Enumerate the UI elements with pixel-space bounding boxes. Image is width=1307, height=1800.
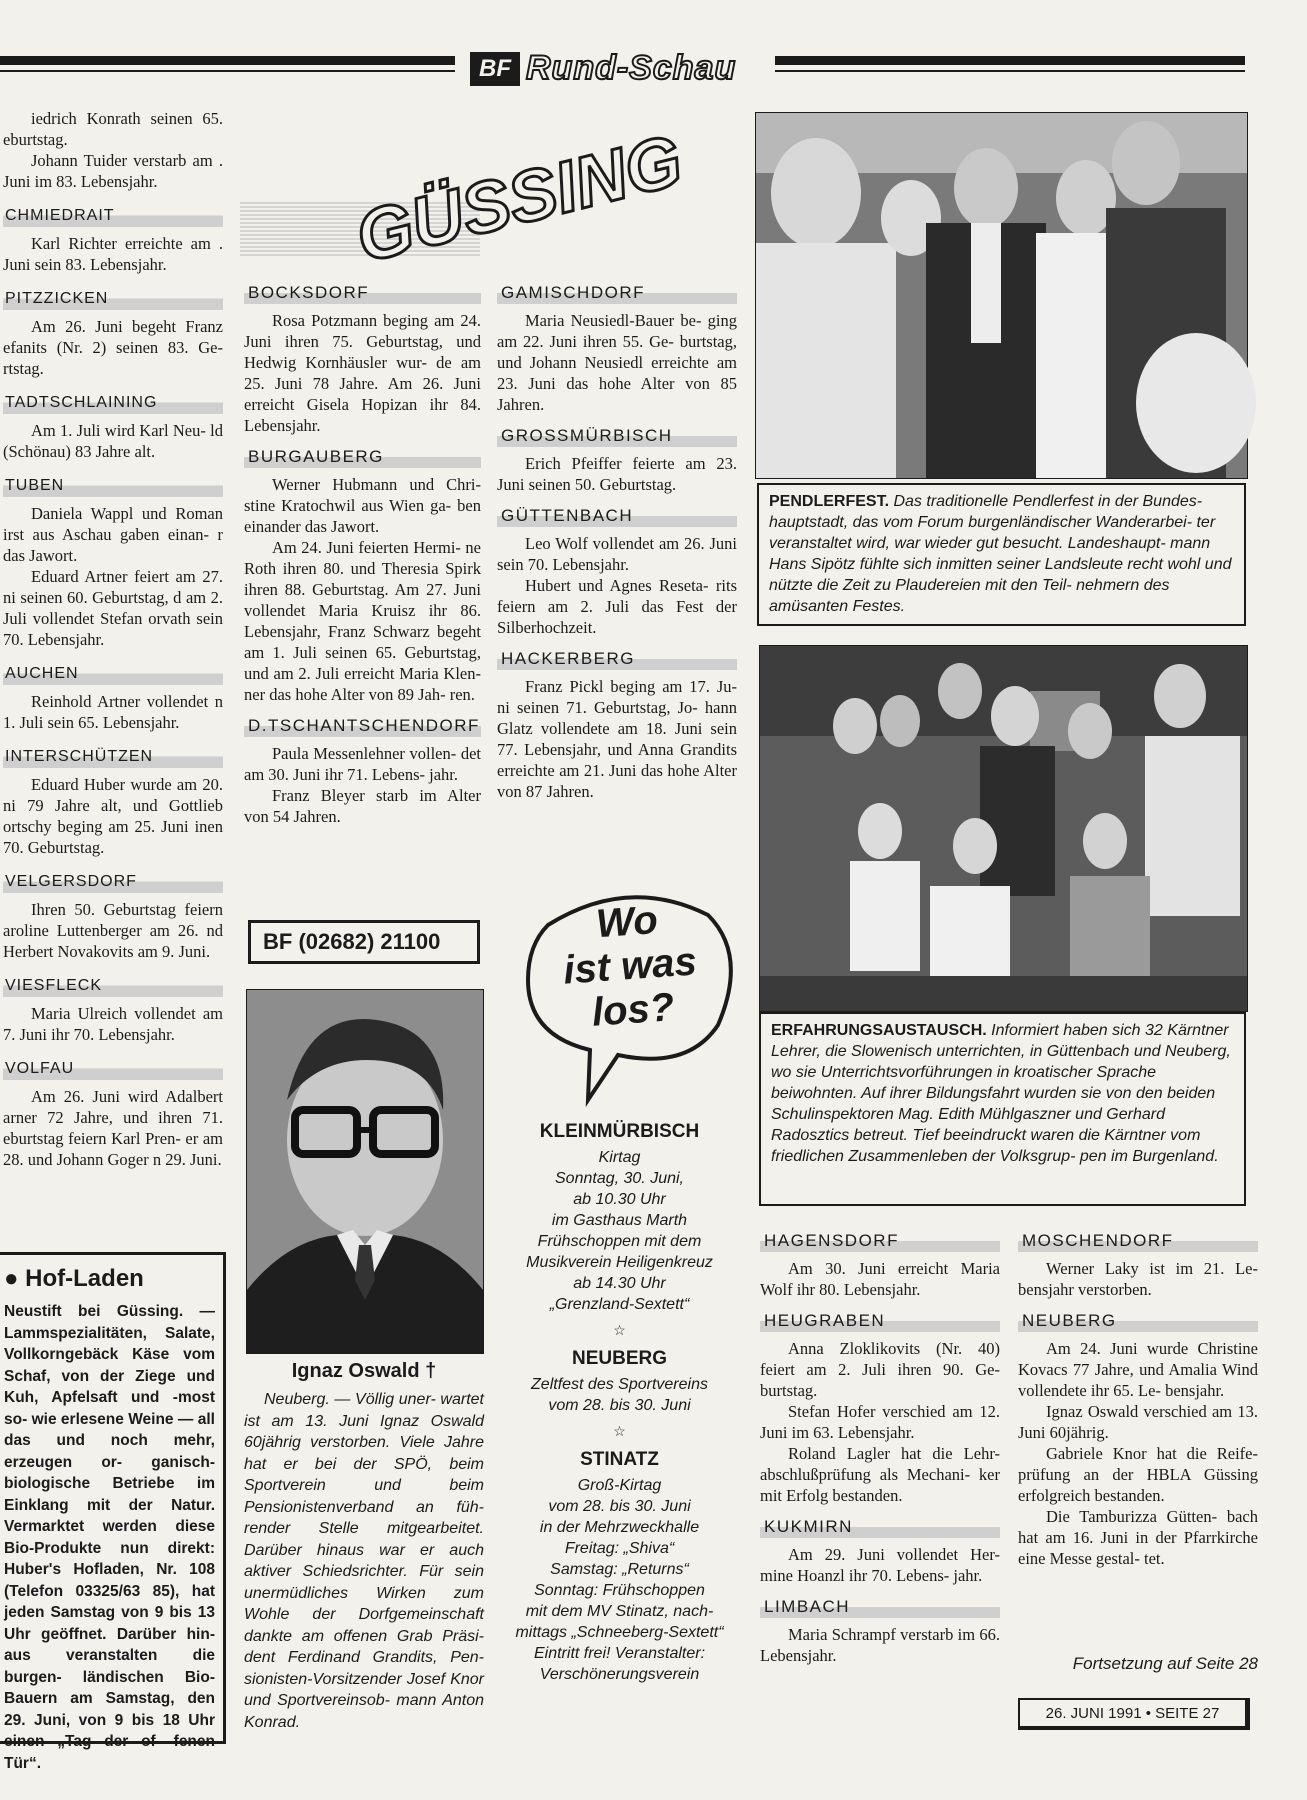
- paragraph: Daniela Wappl und Roman irst aus Aschau gaben einan- r das Jawort.: [3, 504, 223, 565]
- paragraph: Am 1. Juli wird Karl Neu- ld (Schönau) 83 Jahre alt.: [3, 421, 223, 461]
- page-footer: 26. JUNI 1991 • SEITE 27: [1018, 1698, 1250, 1730]
- town-title-text: GÜSSING: [348, 120, 690, 279]
- event-line: im Gasthaus Marth: [551, 1212, 688, 1229]
- event-line: mittags „Schneeberg-Sextett“: [515, 1624, 724, 1641]
- section-heading: KUKMIRN: [760, 1514, 1000, 1538]
- paragraph: iedrich Konrath seinen 65. eburtstag.: [3, 109, 223, 149]
- section-heading: GAMISCHDORF: [497, 280, 737, 304]
- obituary-text: Neuberg. — Völlig uner- wartet ist am 13. Juni Ignaz Oswald 60jährig verstorben. Viele Jahre hat er bei der SPÖ, beim Sportverein und beim Pensionistenverband an füh- render Stelle mitgearbeitet. Darüber hinaus war er auch aktiver Schiedsrichter. Für sein unermüdliches Wirken zum Wohle der Dorfgemeinschaft dankte am offenen Grab Präsi- dent Ferdinand Grandits, Pen- sionisten-Vorsitzender Josef Knor und Sportvereinsob- mann Anton Konrad.: [244, 1391, 484, 1731]
- paragraph: Am 24. Juni feierten Hermi- ne Roth ihren 80. und Theresia Spirk ihren 88. Geburtstag. Am 27. Juni vollendet Maria Kruisz ihr 86. Lebensjahr, Franz Schwarz begeht am 1. Juli seinen 65. Geburtstag, und am 2. Juli erreicht Maria Klen- ner das hohe Alter von 89 Jah- ren.: [244, 538, 481, 704]
- obituary-portrait: [246, 989, 484, 1354]
- paragraph: Am 26. Juni wird Adalbert arner 72 Jahre, und ihren 71. eburtstag feiern Karl Pren- er am 28. und Johann Goger n 29. Juni.: [3, 1087, 223, 1169]
- photo-erfahrungsaustausch-svg: [760, 646, 1247, 1011]
- section-heading: HEUGRABEN: [760, 1308, 1000, 1332]
- paragraph: Werner Hubmann und Chri- stine Kratochwil aus Wien ga- ben einander das Jawort.: [244, 475, 481, 536]
- section-heading: GROSSMÜRBISCH: [497, 423, 737, 447]
- bubble-line-1: Wo: [594, 898, 660, 947]
- paragraph: Anna Zloklikovits (Nr. 40) feiert am 2. Juli ihren 90. Ge- burtstag.: [760, 1339, 1000, 1400]
- header-rule-left: [0, 56, 455, 65]
- paragraph: Maria Ulreich vollendet am 7. Juni ihr 70. Lebensjahr.: [3, 1004, 223, 1044]
- hof-laden-title-text: Hof-Laden: [25, 1265, 144, 1292]
- section-heading: GÜTTENBACH: [497, 503, 737, 527]
- paragraph: Werner Laky ist im 21. Le- bensjahr verstorben.: [1018, 1259, 1258, 1299]
- paragraph: Reinhold Artner vollendet n 1. Juli sein 65. Lebensjahr.: [3, 692, 223, 732]
- town-title-svg: [340, 110, 690, 279]
- section-heading: VIESFLECK: [3, 974, 223, 997]
- section-heading: HACKERBERG: [497, 646, 737, 670]
- caption-text: Das traditionelle Pendlerfest in der Bundes- hauptstadt, das vom Forum burgenländischer Wanderarbei- ter veranstaltet wird, war wieder gut besucht. Landeshaupt- mann Hans Sipötz fühlte sich inmitten seiner Landsleute recht wohl und nützte die Zeit zu Plaudereien mit den Teil- nehmern des amüsanten Festes.: [769, 493, 1232, 615]
- portrait-svg: [247, 990, 483, 1353]
- event-line: Freitag: „Shiva“: [564, 1540, 675, 1557]
- section-title: Rund-Schau: [526, 49, 737, 87]
- event-line: mit dem MV Stinatz, nach-: [525, 1603, 714, 1620]
- paragraph: Maria Schrampf verstarb im 66. Lebensjahr.: [760, 1625, 1000, 1665]
- section-heading: TUBEN: [3, 474, 223, 497]
- bullet-icon: ●: [4, 1265, 19, 1292]
- event-line: Musikverein Heiligenkreuz: [526, 1254, 713, 1271]
- bubble-line-2: ist was: [561, 939, 699, 993]
- section-heading: HAGENSDORF: [760, 1228, 1000, 1252]
- paragraph: Am 24. Juni wurde Christine Kovacs 77 Jahre, und Amalia Wind vollendete ihr 65. Le- bensjahr.: [1018, 1339, 1258, 1400]
- photo-pendlerfest-svg: [756, 113, 1247, 478]
- paragraph: Am 29. Juni vollendet Her- mine Hoanzl ihr 70. Lebens- jahr.: [760, 1545, 1000, 1585]
- section-heading: VELGERSDORF: [3, 870, 223, 893]
- event-line: „Grenzland-Sextett“: [549, 1296, 690, 1313]
- paragraph: Gabriele Knor hat die Reife- prüfung an der HBLA Güssing erfolgreich bestanden.: [1018, 1444, 1258, 1505]
- header-rule-right-thin: [775, 70, 1245, 72]
- caption2-text: Informiert haben sich 32 Kärntner Lehrer, die Slowenisch unterrichten, in Güttenbach und Neuberg, wo sie Unterrichtsvorführungen in kroatischer Sprache beiwohnten. Auf ihrer Bildungsfahrt wurden sie von den beiden Schulinspektoren Mag. Edith Mühlgaszner und Gerhard Radosztics betreut. Tief beeindruckt waren die Kärntner vom friedlichen Zusammenleben der Volksgrup- pen im Burgenland.: [771, 1022, 1231, 1165]
- photo-erfahrungsaustausch: [759, 645, 1248, 1012]
- event-line: Sonntag: Frühschoppen: [534, 1582, 705, 1599]
- event-line: Kirtag: [598, 1149, 641, 1166]
- paragraph: Eduard Artner feiert am 27. ni seinen 60. Geburtstag, d am 2. Juli vollendet Stefan orvath sein 70. Lebensjahr.: [3, 567, 223, 649]
- star-icon: ☆: [613, 1425, 626, 1440]
- bubble-text: [526, 893, 735, 1039]
- event-line: Samstag: „Returns“: [550, 1561, 689, 1578]
- hof-laden-text: Neustift bei Güssing. — Lammspezialitäten, Salate, Vollkorngebäck Käse vom Schaf, von der Ziege und Kuh, Apfelsaft und -most so- wie erlesene Weine — all das und noch mehr, erzeugen or- ganisch-biologische Betriebe im Einklang mit der Natur. Vermarktet werden diese Bio-Produkte nun direkt: Huber's Hofladen, Nr. 108 (Telefon 03325/63 85), hat jeden Samstag von 9 bis 13 Uhr geöffnet. Darüber hin- aus veranstalten die burgen- ländischen Bio-Bauern am Samstag, den 29. Juni, von 9 bis 18 Uhr einen „Tag der of- fenen Tür“.: [4, 1303, 215, 1772]
- column-2: [244, 272, 481, 827]
- section-heading: TADTSCHLAINING: [3, 391, 223, 414]
- section-heading: BOCKSDORF: [244, 280, 481, 304]
- event-title: KLEINMÜRBISCH: [539, 1121, 700, 1142]
- paragraph: Erich Pfeiffer feierte am 23. Juni seinen 50. Geburtstag.: [497, 454, 737, 494]
- phone-box: BF (02682) 21100: [248, 920, 480, 964]
- photo-pendlerfest: [755, 112, 1248, 479]
- events-list: [497, 1115, 742, 1685]
- photo-pendlerfest-caption: [757, 483, 1246, 626]
- town-title-graphic: [340, 110, 690, 279]
- column-4: [760, 1220, 1000, 1666]
- paragraph: Johann Tuider verstarb am . Juni im 83. Lebensjahr.: [3, 151, 223, 191]
- event-line: vom 28. bis 30. Juni: [548, 1498, 691, 1515]
- event-line: ab 10.30 Uhr: [573, 1191, 666, 1208]
- event-line: Eintritt frei! Veranstalter:: [533, 1645, 706, 1662]
- event-line: Verschönerungsverein: [539, 1666, 700, 1683]
- paragraph: Am 30. Juni erreicht Maria Wolf ihr 80. Lebensjahr.: [760, 1259, 1000, 1299]
- paragraph: Eduard Huber wurde am 20. ni 79 Jahre alt, und Gottlieb ortschy beging am 25. Juni inen 70. Geburtstag.: [3, 775, 223, 857]
- event-line: vom 28. bis 30. Juni: [548, 1397, 691, 1414]
- paragraph: Maria Neusiedl-Bauer be- ging am 22. Juni ihren 55. Ge- burtstag, und Johann Neusiedl erreichte am 23. Juni das hohe Alter von 85 Jahren.: [497, 311, 737, 414]
- paragraph: Ihren 50. Geburtstag feiern aroline Luttenberger am 26. nd Herbert Novakovits am 9. Juni.: [3, 900, 223, 961]
- bf-logo: BF: [470, 52, 520, 86]
- header-rule-left-thin: [0, 70, 455, 72]
- event-title: STINATZ: [580, 1449, 659, 1470]
- paragraph: Karl Richter erreichte am . Juni sein 83. Lebensjahr.: [3, 234, 223, 274]
- photo-erfahrungsaustausch-caption: [759, 1012, 1246, 1206]
- section-heading: AUCHEN: [3, 662, 223, 685]
- caption-lead: PENDLERFEST.: [769, 493, 890, 510]
- obituary-name: Ignaz Oswald †: [291, 1360, 437, 1382]
- event-line: Zeltfest des Sportvereins: [531, 1376, 708, 1393]
- section-heading: VOLFAU: [3, 1057, 223, 1080]
- event-line: in der Mehrzweckhalle: [539, 1519, 700, 1536]
- column-5: [1018, 1220, 1258, 1569]
- paragraph: Stefan Hofer verschied am 12. Juni im 63. Lebensjahr.: [760, 1402, 1000, 1442]
- paragraph: Roland Lagler hat die Lehr- abschlußprüfung als Mechani- ker mit Erfolg bestanden.: [760, 1444, 1000, 1505]
- event-line: Sonntag, 30. Juni,: [555, 1170, 684, 1187]
- paragraph: Ignaz Oswald verschied am 13. Juni 60jährig.: [1018, 1402, 1258, 1442]
- paragraph: Am 26. Juni begeht Franz efanits (Nr. 2) seinen 83. Ge- rtstag.: [3, 317, 223, 378]
- paragraph: Rosa Potzmann beging am 24. Juni ihren 75. Geburtstag, und Hedwig Kornhäusler wur- de am 25. Juni 78 Jahre. Am 26. Juni erreicht Gisela Hopizan ihr 84. Lebensjahr.: [244, 311, 481, 435]
- paragraph: Die Tamburizza Gütten- bach hat am 16. Juni in der Pfarrkirche eine Messe gestal- tet.: [1018, 1507, 1258, 1568]
- event-line: Frühschoppen mit dem: [537, 1233, 702, 1250]
- caption2-lead: ERFAHRUNGSAUSTAUSCH.: [771, 1022, 987, 1039]
- paragraph: Franz Pickl beging am 17. Ju- ni seinen 71. Geburtstag, Jo- hann Glatz vollendete am 18. Juni sein 77. Lebensjahr, und Anna Grandits erreichte am 21. Juni das hohe Alter von 87 Jahren.: [497, 677, 737, 801]
- continuation-note: Fortsetzung auf Seite 28: [1072, 1654, 1258, 1673]
- event-line: ab 14.30 Uhr: [573, 1275, 666, 1292]
- paragraph: Franz Bleyer starb im Alter von 54 Jahren.: [244, 786, 481, 826]
- paragraph: Paula Messenlehner vollen- det am 30. Juni ihr 71. Lebens- jahr.: [244, 744, 481, 784]
- event-line: Groß-Kirtag: [577, 1477, 662, 1494]
- hof-laden-title: [4, 1265, 215, 1293]
- hof-laden-box: [0, 1252, 226, 1772]
- section-heading: NEUBERG: [1018, 1308, 1258, 1332]
- section-heading: LIMBACH: [760, 1594, 1000, 1618]
- star-icon: ☆: [613, 1324, 626, 1339]
- section-heading: D.TSCHANTSCHENDORF: [244, 713, 481, 737]
- obituary: [244, 1360, 484, 1733]
- header-rule-right: [775, 56, 1245, 65]
- section-heading: PITZZICKEN: [3, 287, 223, 310]
- event-title: NEUBERG: [571, 1348, 667, 1369]
- section-heading: BURGAUBERG: [244, 444, 481, 468]
- column-3: [497, 272, 737, 802]
- left-column: [3, 108, 223, 1170]
- bubble-line-3: los?: [590, 985, 676, 1035]
- section-heading: INTERSCHÜTZEN: [3, 745, 223, 768]
- section-heading: MOSCHENDORF: [1018, 1228, 1258, 1252]
- paragraph: Leo Wolf vollendet am 26. Juni sein 70. Lebensjahr.: [497, 534, 737, 574]
- section-heading: CHMIEDRAIT: [3, 204, 223, 227]
- paragraph: Hubert und Agnes Reseta- rits feiern am 2. Juli das Fest der Silberhochzeit.: [497, 576, 737, 637]
